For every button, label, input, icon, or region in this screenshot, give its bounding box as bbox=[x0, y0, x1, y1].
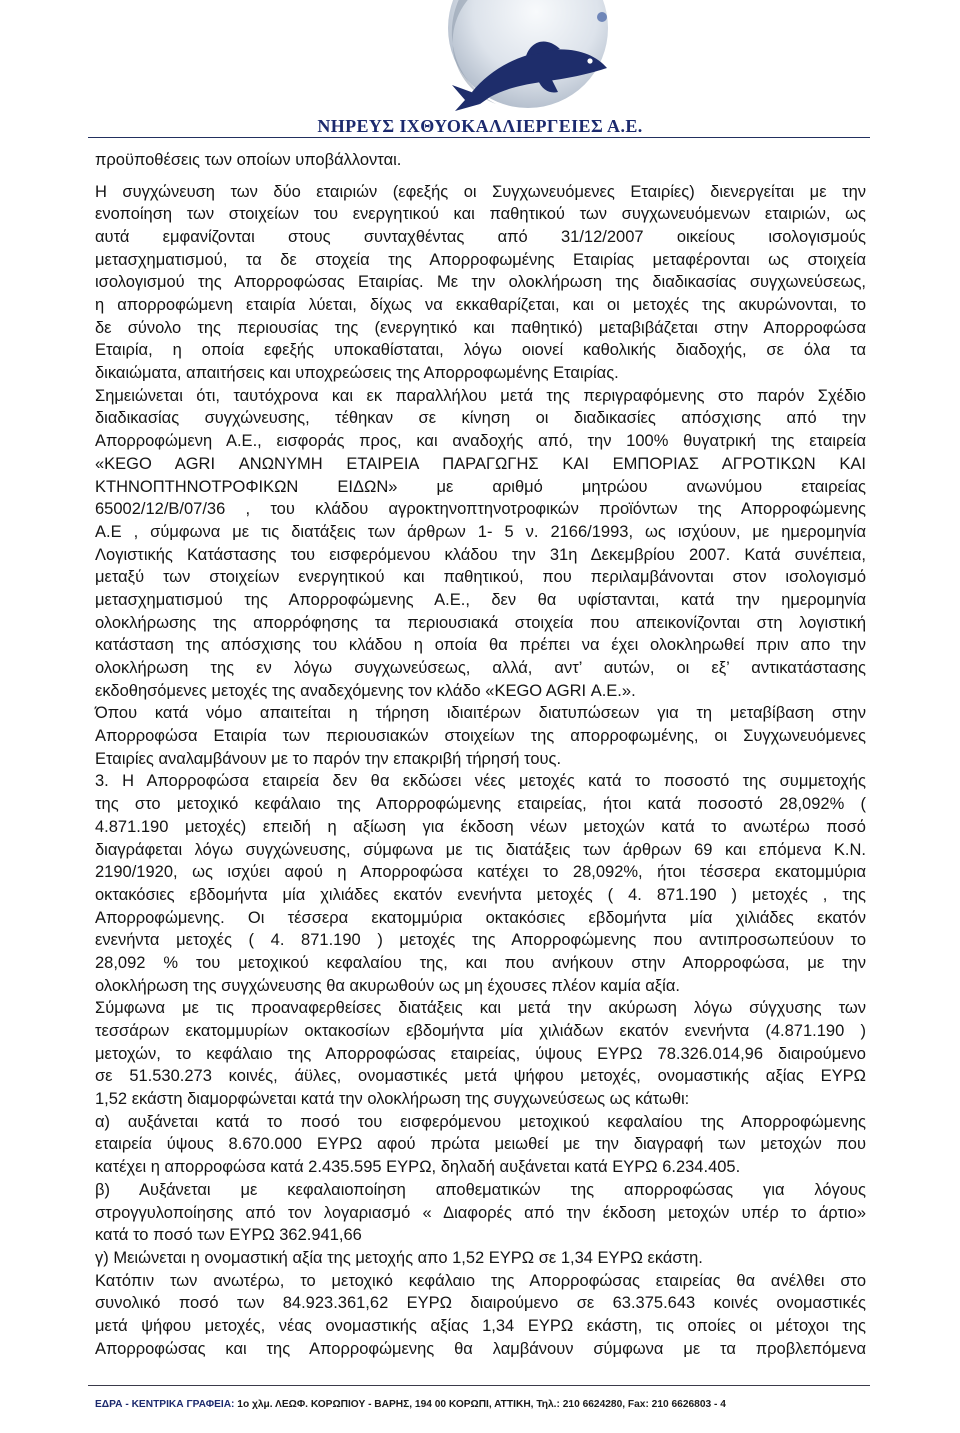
footer-address-block bbox=[95, 1398, 726, 1412]
body-text-line: Απορροφώμενη Α.Ε., εισφοράς προς, και αναδοχής από, την 100% θυγατρική της εταιρεία bbox=[95, 432, 866, 451]
body-text-line: γ) Μειώνεται η ονομαστική αξία της μετοχής απο 1,52 ΕΥΡΩ σε 1,34 ΕΥΡΩ εκάστη. bbox=[95, 1248, 703, 1267]
body-text-line: «KEGO AGRI ΑΝΩΝΥΜΗ ΕΤΑΙΡΕΙΑ ΠΑΡΑΓΩΓΗΣ ΚΑΙ ΕΜΠΟΡΙΑΣ ΑΓΡΟΤΙΚΩΝ ΚΑΙ bbox=[95, 454, 866, 473]
fish-emblem-icon bbox=[430, 0, 630, 112]
body-text-line: 65002/12/Β/07/36 , του κλάδου αγροκτηνοπτηνοτροφικών προϊόντων της Απορροφώμενης bbox=[95, 500, 866, 519]
body-text-line: στρογγυλοποίησης από τον λογαριασμό « Διαφορές από την έκδοση μετοχών υπέρ το άρτιο» bbox=[95, 1203, 866, 1222]
body-text bbox=[95, 181, 866, 1361]
body-text-line: β) Αυξάνεται με κεφαλαιοποίηση αποθεματικών της απορροφώσας για λόγους bbox=[95, 1180, 866, 1199]
body-text-line: Όπου κατά νόμο απαιτείται η τήρηση ιδιαιτέρων διατυπώσεων για τη μεταβίβαση στην bbox=[95, 704, 866, 723]
body-text-line: η απορροφώμενη εταιρία λύεται, δίχως να εκκαθαρίζεται, και οι μετοχές της ακυρώνονται, το bbox=[95, 296, 866, 315]
body-text-line: Α.Ε , σύμφωνα με τις διατάξεις των άρθρων 1- 5 ν. 2166/1993, ως ισχύουν, με ημερομηνία bbox=[95, 522, 866, 541]
company-logo bbox=[430, 0, 630, 112]
body-text-line: 1,52 εκάστη διαμορφώνεται κατά την ολοκλήρωση της συγχωνεύσεως ως κάτωθι: bbox=[95, 1090, 690, 1109]
body-text-line: Η συγχώνευση των δύο εταιριών (εφεξής οι Συγχωνευόμενες Εταιρίες) διενεργείται με την bbox=[95, 182, 866, 201]
body-text-line: σε 51.530.273 κοινές, άϋλες, ονομαστικές μετά ψήφου μετοχές, ονομαστικής αξίας ΕΥΡΩ bbox=[95, 1067, 866, 1086]
body-text-line: Εταιρίες αναλαμβάνουν με το παρόν την επακριβή τήρησή τους. bbox=[95, 749, 562, 768]
body-text-line: ισολογισμού της Απορροφώσας Εταιρίας. Με την ολοκλήρωση της διαδικασίας συγχωνεύσεως, bbox=[95, 273, 866, 292]
body-text-line: διαγράφεται λόγω συγχώνευσης, σύμφωνα με τις διατάξεις των άρθρων 69 και επόμενα Κ.Ν. bbox=[95, 840, 866, 859]
body-text-line: συνολικό ποσό των 84.923.361,62 ΕΥΡΩ διαιρούμενο σε 63.375.643 κοινές ονομαστικές bbox=[95, 1294, 866, 1313]
body-text-line: 4.871.190 μετοχές) επειδή η αξίωση για έκδοση νέων μετοχών κατά το ανωτέρω ποσό bbox=[95, 817, 866, 836]
body-text-line: 3. Η Απορροφώσα εταιρεία δεν θα εκδώσει νέες μετοχές κατά το ποσοστό της συμμετοχής bbox=[95, 772, 866, 791]
header-divider bbox=[88, 137, 870, 138]
body-text-line: διαδικασίας συγχώνευσης, τέθηκαν σε κίνηση οι διαδικασίες απόσχισης από την bbox=[95, 409, 866, 428]
body-text-line: ενοποίηση των στοιχείων του ενεργητικού και παθητικού των συγχωνευόμενων εταιριών, ως bbox=[95, 205, 866, 224]
body-text-line: ΚΤΗΝΟΠΤΗΝΟΤΡΟΦΙΚΩΝ ΕΙΔΩΝ» με αριθμό μητρώου ανωνύμου εταιρείας bbox=[95, 477, 866, 496]
body-text-line: μεταξύ των στοιχείων ενεργητικού και παθητικού, που περιλαμβάνονται στον ισολογισμό bbox=[95, 568, 866, 587]
body-text-line: Λογιστικής Κατάστασης του εισφερόμενου κλάδου την 31η Δεκεμβρίου 2007. Κατά συνέπεια, bbox=[95, 545, 866, 564]
body-text-line: μετασχηματισμού, τα δε στοχεία της Απορροφωμένης Εταιρίας μεταφέρονται ως στοιχεία bbox=[95, 250, 866, 269]
body-text-line: κατάσταση της απόσχισης του κλάδου η οποία θα πρέπει να έχει ολοκληρωθεί πριν απο την bbox=[95, 636, 866, 655]
body-text-line: μετασχηματισμού της Απορροφώμενης Α.Ε., δεν θα υφίστανται, κατά την ημερομηνία bbox=[95, 590, 866, 609]
body-text-line: δε σύνολο της περιουσίας της (ενεργητικό και παθητικό) μεταβιβάζεται στην Απορροφώσα bbox=[95, 318, 866, 337]
body-text-line: αυτά εμφανίζονται στους συνταχθέντας από 31/12/2007 οικείους ισολογισμούς bbox=[95, 227, 866, 246]
body-text-line: Κατόπιν των ανωτέρω, το μετοχικό κεφάλαιο της Απορροφώσας εταιρείας θα ανέλθει στο bbox=[95, 1271, 866, 1290]
company-name: ΝΗΡΕΥΣ ΙΧΘΥΟΚΑΛΛΙΕΡΓΕΙΕΣ Α.Ε. bbox=[317, 116, 643, 136]
body-text-line: Απορροφώσα Εταιρία των περιουσιακών στοιχείων της απορροφωμένης, οι Συγχωνευόμενες bbox=[95, 727, 866, 746]
body-text-line: κατέχει η απορροφώσα κατά 2.435.595 ΕΥΡΩ, δηλαδή αυξάνεται κατά ΕΥΡΩ 6.234.405. bbox=[95, 1158, 741, 1177]
body-text-line: τεσσάρων εκατομμυρίων οκτακοσίων εβδομήντα μία χιλιάδων εκατόν ενενήντα (4.871.190 ) bbox=[95, 1022, 866, 1041]
body-text-top bbox=[95, 149, 866, 172]
body-text-line: Απορροφώσας και της Απορροφώμενης θα λαμβάνουν σύμφωνα με τα προβλεπόμενα bbox=[95, 1339, 866, 1358]
body-text-line: ενενήντα μετοχές ( 4. 871.190 ) μετοχές της Απορροφώμενης που αντιπροσωπεύουν το bbox=[95, 931, 866, 950]
body-text-line: μετά ψήφου μετοχές, νέας ονομαστικής αξίας 1,34 ΕΥΡΩ εκάστη, τις οποίες οι μέτοχοι της bbox=[95, 1316, 866, 1335]
body-text-line: ολοκλήρωση της εν λόγω συγχωνεύσεως, αλλά, αντ’ αυτών, οι εξ’ αντικατάστασης bbox=[95, 659, 866, 678]
body-text-line: ολοκλήρωσης της απορρόφησης τα περιουσιακά στοιχεία που απεικονίζονται στη λογιστική bbox=[95, 613, 866, 632]
body-text-line: ολοκλήρωση της συγχώνευσης θα ακυρωθούν ως μη έχουσες πλέον καμία αξία. bbox=[95, 976, 680, 995]
body-text-line: οκτακόσιες εβδομήντα μία χιλιάδες εκατόν ενενήντα μετοχές ( 4. 871.190 ) μετοχές , της bbox=[95, 885, 866, 904]
footer-label: ΕΔΡΑ - ΚΕΝΤΡΙΚΑ ΓΡΑΦΕΙΑ: bbox=[95, 1399, 235, 1410]
body-text-line: 2190/1920, ως ισχύει αφού η Απορροφώσα κατέχει το 28,092%, ήτοι τέσσερα εκατομμύρια bbox=[95, 863, 866, 882]
body-text-line: 28,092 % του μετοχικού κεφαλαίου της, και που ανήκουν στην Απορροφώσα, με την bbox=[95, 953, 866, 972]
body-text-line: της στο μετοχικό κεφάλαιο της Απορροφώμενης εταιρείας, ήτοι κατά ποσοστό 28,092% ( bbox=[95, 795, 866, 814]
footer-address: 1ο χλμ. ΛΕΩΦ. ΚΟΡΩΠΙΟΥ - ΒΑΡΗΣ, 194 00 ΚΟΡΩΠΙ, ΑΤΤΙΚΗ, Τηλ.: 210 6624280, Fax: 210 6626803 - 4 bbox=[237, 1399, 726, 1410]
body-text-line: εκδοθησόμενες μετοχές της αναδεχόμενης τον κλάδο «KEGO AGRI Α.Ε.». bbox=[95, 681, 636, 700]
body-text-line: προϋποθέσεις των οποίων υποβάλλονται. bbox=[95, 151, 402, 169]
body-text-line: α) αυξάνεται κατά το ποσό του εισφερόμενου μετοχικού κεφαλαίου της Απορροφώμενης bbox=[95, 1112, 866, 1131]
body-text-line: Σύμφωνα με τις προαναφερθείσες διατάξεις και μετά την ακύρωση λόγω σύγχυσης των bbox=[95, 999, 866, 1018]
body-text-line: μετοχών, το κεφάλαιο της Απορροφώσας εταιρείας, ύψους ΕΥΡΩ 78.326.014,96 διαιρούμενο bbox=[95, 1044, 866, 1063]
body-text-line: Εταιρία, η οποία εφεξής υποκαθίσταται, λόγω οιονεί καθολικής διαδοχής, σε όλα τα bbox=[95, 341, 866, 360]
footer-divider bbox=[88, 1385, 870, 1386]
body-text-line: εταιρεία ύψους 8.670.000 ΕΥΡΩ αφού πρώτα μειωθεί με την διαγραφή των μετοχών που bbox=[95, 1135, 866, 1154]
body-text-line: δικαιώματα, απαιτήσεις και υποχρεώσεις της Απορροφωμένης Εταιρίας. bbox=[95, 364, 619, 383]
body-text-line: Σημειώνεται ότι, ταυτόχρονα και εκ παραλλήλου μετά της περιγραφόμενης στο παρόν Σχέδιο bbox=[95, 386, 866, 405]
body-text-line: Απορροφώμενης. Οι τέσσερα εκατομμύρια οκτακόσιες εβδομήντα μία χιλιάδες εκατόν bbox=[95, 908, 866, 927]
body-text-line: κατά το ποσό των ΕΥΡΩ 362.941,66 bbox=[95, 1226, 362, 1245]
